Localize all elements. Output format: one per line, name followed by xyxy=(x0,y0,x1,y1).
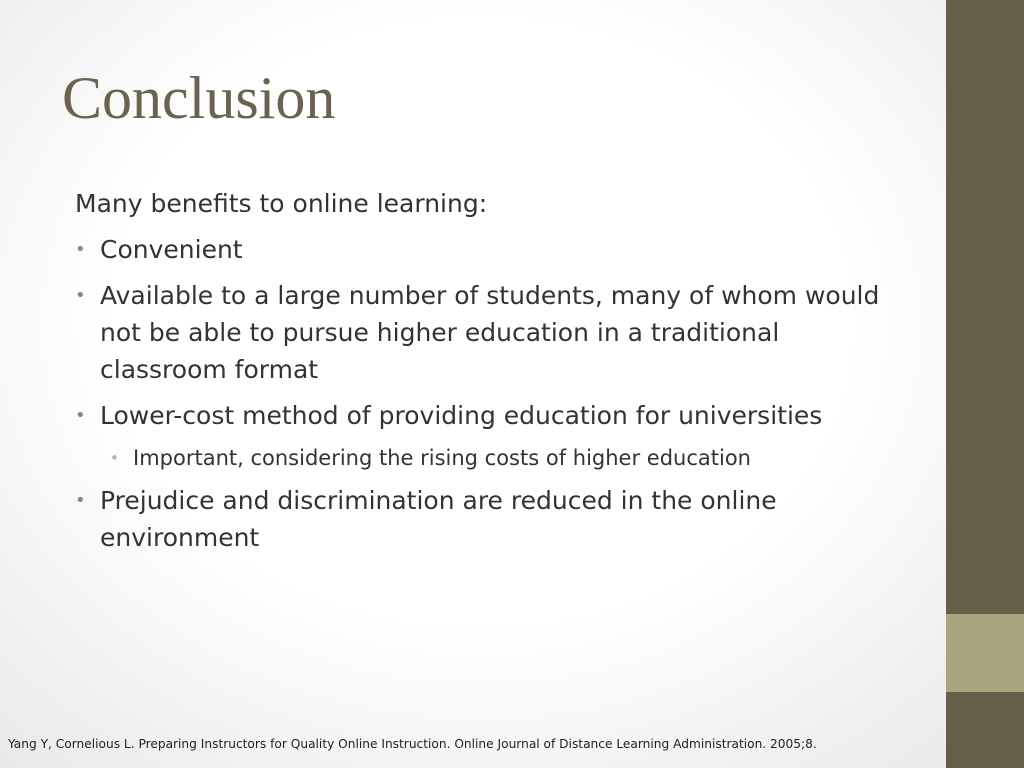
sub-bullet-icon: • xyxy=(110,449,119,467)
bullet-list xyxy=(75,231,905,556)
sidebar-band-top xyxy=(946,0,1024,614)
slide-title: Conclusion xyxy=(62,65,336,131)
intro-text: Many benefits to online learning: xyxy=(75,189,488,218)
list-item xyxy=(75,231,905,268)
bullet-icon: • xyxy=(75,405,86,426)
bullet-text: Convenient xyxy=(100,235,243,264)
citation-footer: Yang Y, Cornelious L. Preparing Instructors for Quality Online Instruction. Online Journal of Distance Learning Administration. 2005;8. xyxy=(8,737,817,751)
slide-body xyxy=(75,186,905,565)
bullet-text: Prejudice and discrimination are reduced in the online environment xyxy=(100,486,777,552)
list-item xyxy=(75,277,905,388)
list-item xyxy=(75,397,905,434)
bullet-icon: • xyxy=(75,285,86,306)
bullet-icon: • xyxy=(75,239,86,260)
bullet-icon: • xyxy=(75,490,86,511)
sub-bullet-text: Important, considering the rising costs of higher education xyxy=(133,446,751,470)
list-item xyxy=(75,482,905,556)
sub-list-item xyxy=(75,443,905,473)
sidebar-band-bottom xyxy=(946,692,1024,768)
bullet-text: Lower-cost method of providing education for universities xyxy=(100,401,823,430)
sidebar-accent-block xyxy=(946,614,1024,692)
bullet-text: Available to a large number of students, many of whom would not be able to pursue higher education in a traditional classroom format xyxy=(100,281,880,384)
